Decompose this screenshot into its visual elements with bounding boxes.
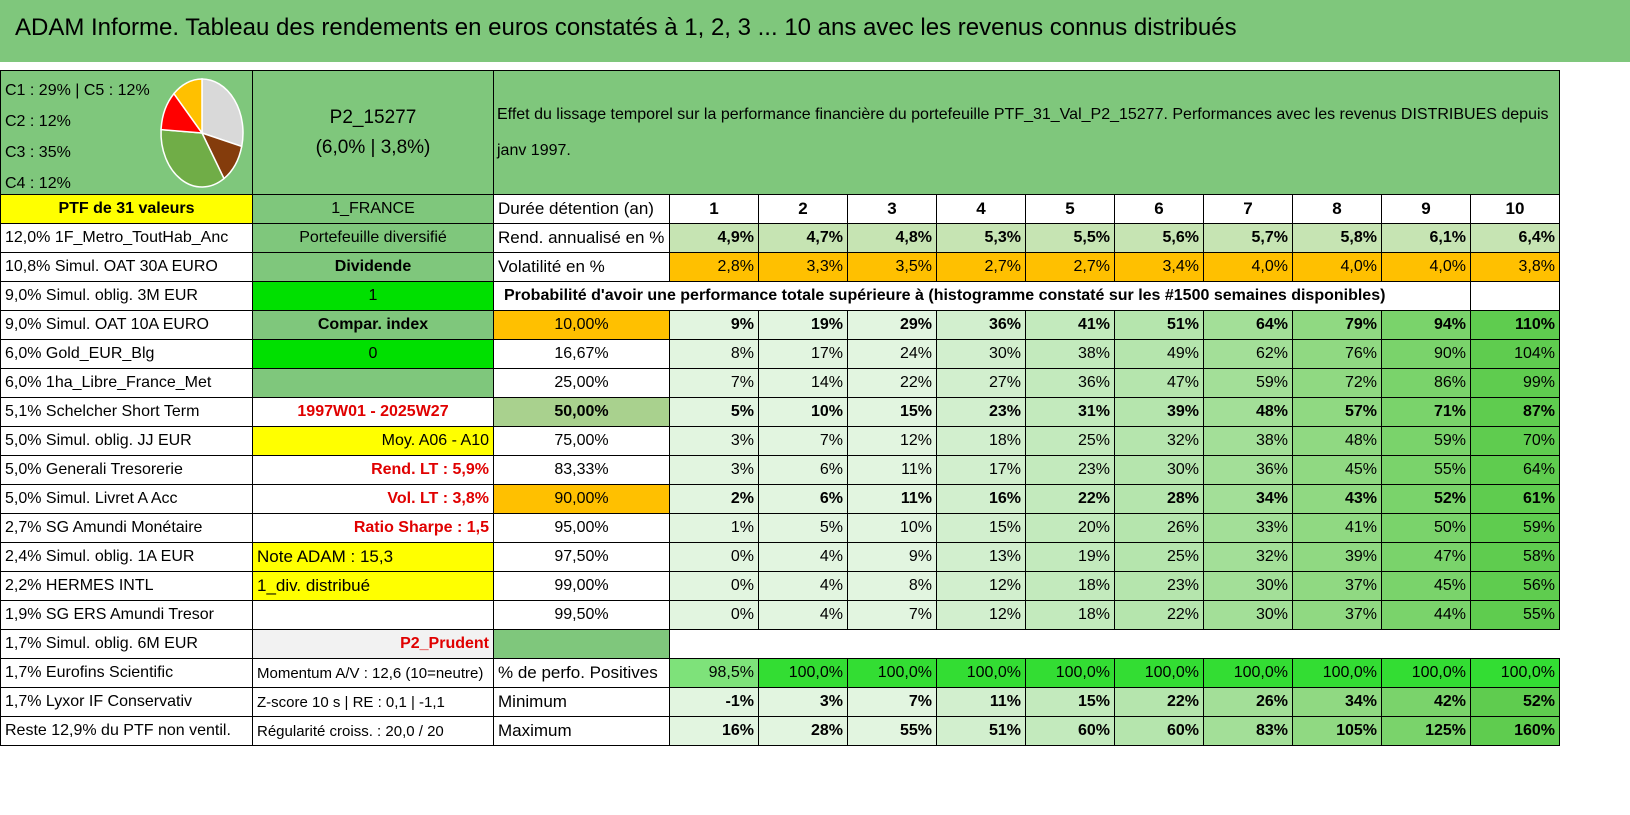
- maximum-value: 16%: [670, 717, 759, 746]
- positive-share-value: 100,0%: [1471, 659, 1560, 688]
- quantile-value: 13%: [937, 543, 1026, 572]
- duration-label: Durée détention (an): [494, 195, 670, 224]
- zscore-indicator: Z-score 10 s | RE : 0,1 | -1,1: [253, 688, 494, 717]
- annual-return-value: 4,9%: [670, 224, 759, 253]
- flag-one: 1: [253, 282, 494, 311]
- minimum-value: 52%: [1471, 688, 1560, 717]
- volatility-value: 3,4%: [1115, 253, 1204, 282]
- quantile-value: 3%: [670, 456, 759, 485]
- volatility-value: 3,8%: [1471, 253, 1560, 282]
- quantile-value: 25%: [1026, 427, 1115, 456]
- quantile-value: 59%: [1382, 427, 1471, 456]
- year-header: 2: [759, 195, 848, 224]
- annual-return-value: 6,4%: [1471, 224, 1560, 253]
- quantile-value: 39%: [1115, 398, 1204, 427]
- quantile-value: 8%: [670, 340, 759, 369]
- quantile-value: 33%: [1204, 514, 1293, 543]
- quantile-value: 55%: [1382, 456, 1471, 485]
- volatility-value: 2,8%: [670, 253, 759, 282]
- maximum-label: Maximum: [494, 717, 670, 746]
- empty-cell: [670, 630, 1560, 659]
- average-label: Moy. A06 - A10: [253, 427, 494, 456]
- quantile-label: 50,00%: [494, 398, 670, 427]
- quantile-value: 34%: [1204, 485, 1293, 514]
- sharpe-ratio: Ratio Sharpe : 1,5: [253, 514, 494, 543]
- annual-return-value: 5,3%: [937, 224, 1026, 253]
- minimum-value: 34%: [1293, 688, 1382, 717]
- quantile-value: 12%: [937, 601, 1026, 630]
- long-term-volatility: Vol. LT : 3,8%: [253, 485, 494, 514]
- distribution-label: 1_div. distribué: [253, 572, 494, 601]
- quantile-value: 25%: [1115, 543, 1204, 572]
- minimum-row: [1, 688, 1560, 717]
- quantile-value: 90%: [1382, 340, 1471, 369]
- quantile-value: 99%: [1471, 369, 1560, 398]
- minimum-value: 7%: [848, 688, 937, 717]
- positive-share-value: 100,0%: [937, 659, 1026, 688]
- volatility-value: 4,0%: [1293, 253, 1382, 282]
- quantile-value: 59%: [1471, 514, 1560, 543]
- minimum-value: 3%: [759, 688, 848, 717]
- quantile-value: 70%: [1471, 427, 1560, 456]
- holding-item: 1,9% SG ERS Amundi Tresor: [1, 601, 253, 630]
- quantile-value: 57%: [1293, 398, 1382, 427]
- profile-row: [1, 630, 1560, 659]
- quantile-value: 47%: [1115, 369, 1204, 398]
- maximum-row: [1, 717, 1560, 746]
- quantile-value: 14%: [759, 369, 848, 398]
- maximum-value: 83%: [1204, 717, 1293, 746]
- dividend-label: Dividende: [253, 253, 494, 282]
- quantile-value: 44%: [1382, 601, 1471, 630]
- country-label: 1_FRANCE: [253, 195, 494, 224]
- quantile-value: 48%: [1293, 427, 1382, 456]
- quantile-value: 22%: [1115, 601, 1204, 630]
- quantile-label: 75,00%: [494, 427, 670, 456]
- volatility-value: 4,0%: [1382, 253, 1471, 282]
- flag-zero: 0: [253, 340, 494, 369]
- quantile-label: 83,33%: [494, 456, 670, 485]
- quantile-value: 19%: [1026, 543, 1115, 572]
- quantile-value: 32%: [1204, 543, 1293, 572]
- holding-item: 12,0% 1F_Metro_ToutHab_Anc: [1, 224, 253, 253]
- quantile-value: 76%: [1293, 340, 1382, 369]
- allocation-cell: [1, 71, 253, 195]
- empty-green-cell: [494, 630, 670, 659]
- year-header: 10: [1471, 195, 1560, 224]
- positive-share-value: 100,0%: [1293, 659, 1382, 688]
- quantile-value: 12%: [937, 572, 1026, 601]
- maximum-value: 125%: [1382, 717, 1471, 746]
- quantile-value: 17%: [759, 340, 848, 369]
- volatility-value: 2,7%: [937, 253, 1026, 282]
- description-cell: Effet du lissage temporel sur la performance financière du portefeuille PTF_31_Val_P2_15277. Performances avec les revenus DISTRIBUES depuis janv 1997.: [494, 71, 1560, 195]
- quantile-value: 31%: [1026, 398, 1115, 427]
- year-header: 3: [848, 195, 937, 224]
- quantile-label: 97,50%: [494, 543, 670, 572]
- quantile-value: 7%: [848, 601, 937, 630]
- quantile-value: 5%: [670, 398, 759, 427]
- year-header: 7: [1204, 195, 1293, 224]
- adam-score: Note ADAM : 15,3: [253, 543, 494, 572]
- quantile-value: 30%: [1204, 572, 1293, 601]
- maximum-value: 51%: [937, 717, 1026, 746]
- holding-item: Reste 12,9% du PTF non ventil.: [1, 717, 253, 746]
- quantile-value: 30%: [1115, 456, 1204, 485]
- positive-share-value: 100,0%: [848, 659, 937, 688]
- title-banner: [0, 0, 1630, 64]
- quantile-value: 23%: [1115, 572, 1204, 601]
- quantile-value: 38%: [1026, 340, 1115, 369]
- quantile-value: 64%: [1471, 456, 1560, 485]
- positive-share-value: 100,0%: [1204, 659, 1293, 688]
- quantile-value: 0%: [670, 601, 759, 630]
- quantile-value: 110%: [1471, 311, 1560, 340]
- quantile-label: 99,00%: [494, 572, 670, 601]
- quantile-value: 58%: [1471, 543, 1560, 572]
- quantile-value: 71%: [1382, 398, 1471, 427]
- quantile-value: 94%: [1382, 311, 1471, 340]
- quantile-value: 36%: [1026, 369, 1115, 398]
- holding-item: 1,7% Eurofins Scientific: [1, 659, 253, 688]
- return-label: Rend. annualisé en %: [494, 224, 670, 253]
- quantile-value: 7%: [759, 427, 848, 456]
- volatility-value: 4,0%: [1204, 253, 1293, 282]
- quantile-value: 4%: [759, 572, 848, 601]
- risk-profile: P2_Prudent: [253, 630, 494, 659]
- quantile-value: 15%: [848, 398, 937, 427]
- minimum-value: 11%: [937, 688, 1026, 717]
- quantile-row: [1, 369, 1560, 398]
- quantile-row: [1, 485, 1560, 514]
- quantile-value: 9%: [670, 311, 759, 340]
- quantile-value: 23%: [937, 398, 1026, 427]
- quantile-value: 41%: [1026, 311, 1115, 340]
- volatility-value: 3,3%: [759, 253, 848, 282]
- quantile-value: 36%: [1204, 456, 1293, 485]
- quantile-value: 87%: [1471, 398, 1560, 427]
- positive-share-value: 100,0%: [759, 659, 848, 688]
- quantile-value: 4%: [759, 601, 848, 630]
- return-row: [1, 224, 1560, 253]
- period-label: 1997W01 - 2025W27: [253, 398, 494, 427]
- quantile-value: 8%: [848, 572, 937, 601]
- holding-item: 6,0% Gold_EUR_Blg: [1, 340, 253, 369]
- quantile-value: 36%: [937, 311, 1026, 340]
- quantile-row: [1, 398, 1560, 427]
- quantile-value: 22%: [848, 369, 937, 398]
- quantile-value: 86%: [1382, 369, 1471, 398]
- quantile-value: 10%: [848, 514, 937, 543]
- volatility-row: [1, 253, 1560, 282]
- quantile-value: 41%: [1293, 514, 1382, 543]
- quantile-value: 19%: [759, 311, 848, 340]
- holding-item: 6,0% 1ha_Libre_France_Met: [1, 369, 253, 398]
- year-header: 6: [1115, 195, 1204, 224]
- maximum-value: 160%: [1471, 717, 1560, 746]
- regularity-indicator: Régularité croiss. : 20,0 / 20: [253, 717, 494, 746]
- portfolio-perf: (6,0% | 3,8%): [315, 136, 431, 158]
- quantile-value: 6%: [759, 456, 848, 485]
- quantile-value: 45%: [1293, 456, 1382, 485]
- minimum-value: 42%: [1382, 688, 1471, 717]
- holding-item: 2,7% SG Amundi Monétaire: [1, 514, 253, 543]
- allocation-pie-chart: [159, 77, 245, 189]
- probability-label: Probabilité d'avoir une performance totale supérieure à (histogramme constaté sur les #1500 semaines disponibles): [494, 282, 1471, 311]
- quantile-value: 43%: [1293, 485, 1382, 514]
- quantile-value: 18%: [1026, 572, 1115, 601]
- minimum-value: -1%: [670, 688, 759, 717]
- pie-legend-c3: C3 : 35%: [5, 144, 71, 161]
- holding-item: 1,7% Simul. oblig. 6M EUR: [1, 630, 253, 659]
- quantile-label: 90,00%: [494, 485, 670, 514]
- quantile-value: 22%: [1026, 485, 1115, 514]
- momentum-indicator: Momentum A/V : 12,6 (10=neutre): [253, 659, 494, 688]
- quantile-row: [1, 601, 1560, 630]
- page-title: ADAM Informe. Tableau des rendements en euros constatés à 1, 2, 3 ... 10 ans avec les revenus connus distribués: [15, 14, 1237, 41]
- portfolio-code: P2_15277: [329, 106, 417, 128]
- quantile-value: 45%: [1382, 572, 1471, 601]
- quantile-value: 12%: [848, 427, 937, 456]
- quantile-label: 95,00%: [494, 514, 670, 543]
- pie-legend-c2: C2 : 12%: [5, 113, 71, 130]
- holding-item: 9,0% Simul. oblig. 3M EUR: [1, 282, 253, 311]
- volatility-label: Volatilité en %: [494, 253, 670, 282]
- quantile-value: 5%: [759, 514, 848, 543]
- probability-row: [1, 282, 1560, 311]
- quantile-value: 37%: [1293, 601, 1382, 630]
- holding-item: 10,8% Simul. OAT 30A EURO: [1, 253, 253, 282]
- quantile-label: 16,67%: [494, 340, 670, 369]
- portfolio-type: Portefeuille diversifié: [253, 224, 494, 253]
- quantile-value: 37%: [1293, 572, 1382, 601]
- quantile-value: 16%: [937, 485, 1026, 514]
- volatility-value: 2,7%: [1026, 253, 1115, 282]
- quantile-value: 56%: [1471, 572, 1560, 601]
- quantile-value: 49%: [1115, 340, 1204, 369]
- quantile-value: 62%: [1204, 340, 1293, 369]
- quantile-value: 26%: [1115, 514, 1204, 543]
- holding-item: 5,1% Schelcher Short Term: [1, 398, 253, 427]
- quantile-label: 10,00%: [494, 311, 670, 340]
- positive-share-value: 98,5%: [670, 659, 759, 688]
- quantile-value: 18%: [1026, 601, 1115, 630]
- quantile-value: 7%: [670, 369, 759, 398]
- year-header: 9: [1382, 195, 1471, 224]
- quantile-value: 72%: [1293, 369, 1382, 398]
- quantile-value: 30%: [937, 340, 1026, 369]
- quantile-value: 24%: [848, 340, 937, 369]
- quantile-value: 39%: [1293, 543, 1382, 572]
- quantile-value: 18%: [937, 427, 1026, 456]
- empty-cell: [253, 601, 494, 630]
- quantile-label: 99,50%: [494, 601, 670, 630]
- quantile-value: 0%: [670, 572, 759, 601]
- maximum-value: 60%: [1115, 717, 1204, 746]
- quantile-row: [1, 572, 1560, 601]
- quantile-value: 52%: [1382, 485, 1471, 514]
- quantile-value: 55%: [1471, 601, 1560, 630]
- quantile-value: 0%: [670, 543, 759, 572]
- quantile-value: 50%: [1382, 514, 1471, 543]
- title-divider: [0, 62, 1630, 67]
- quantile-row: [1, 514, 1560, 543]
- quantile-value: 61%: [1471, 485, 1560, 514]
- returns-table: [0, 70, 1560, 746]
- year-header: 4: [937, 195, 1026, 224]
- minimum-label: Minimum: [494, 688, 670, 717]
- quantile-value: 3%: [670, 427, 759, 456]
- quantile-row: [1, 456, 1560, 485]
- holding-item: 2,4% Simul. oblig. 1A EUR: [1, 543, 253, 572]
- maximum-value: 28%: [759, 717, 848, 746]
- long-term-return: Rend. LT : 5,9%: [253, 456, 494, 485]
- positive-share-value: 100,0%: [1115, 659, 1204, 688]
- quantile-value: 4%: [759, 543, 848, 572]
- pie-legend: [5, 75, 150, 195]
- quantile-value: 11%: [848, 485, 937, 514]
- annual-return-value: 5,6%: [1115, 224, 1204, 253]
- quantile-value: 32%: [1115, 427, 1204, 456]
- maximum-value: 60%: [1026, 717, 1115, 746]
- quantile-value: 20%: [1026, 514, 1115, 543]
- annual-return-value: 5,8%: [1293, 224, 1382, 253]
- year-header: 5: [1026, 195, 1115, 224]
- quantile-row: [1, 340, 1560, 369]
- quantile-value: 11%: [848, 456, 937, 485]
- minimum-value: 22%: [1115, 688, 1204, 717]
- quantile-value: 2%: [670, 485, 759, 514]
- quantile-label: 25,00%: [494, 369, 670, 398]
- positives-row: [1, 659, 1560, 688]
- holding-item: 1,7% Lyxor IF Conservativ: [1, 688, 253, 717]
- year-header: 1: [670, 195, 759, 224]
- pie-legend-c1-c5: C1 : 29% | C5 : 12%: [5, 82, 150, 99]
- annual-return-value: 4,8%: [848, 224, 937, 253]
- quantile-value: 28%: [1115, 485, 1204, 514]
- positive-share-value: 100,0%: [1382, 659, 1471, 688]
- maximum-value: 55%: [848, 717, 937, 746]
- annual-return-value: 5,5%: [1026, 224, 1115, 253]
- quantile-value: 59%: [1204, 369, 1293, 398]
- positive-share-value: 100,0%: [1026, 659, 1115, 688]
- years-row: [1, 195, 1560, 224]
- holding-item: 5,0% Generali Tresorerie: [1, 456, 253, 485]
- annual-return-value: 5,7%: [1204, 224, 1293, 253]
- quantile-value: 47%: [1382, 543, 1471, 572]
- ptf-size-label: PTF de 31 valeurs: [1, 195, 253, 224]
- minimum-value: 26%: [1204, 688, 1293, 717]
- quantile-value: 9%: [848, 543, 937, 572]
- quantile-value: 15%: [937, 514, 1026, 543]
- holding-item: 5,0% Simul. Livret A Acc: [1, 485, 253, 514]
- quantile-value: 30%: [1204, 601, 1293, 630]
- holding-item: 9,0% Simul. OAT 10A EURO: [1, 311, 253, 340]
- year-header: 8: [1293, 195, 1382, 224]
- quantile-value: 23%: [1026, 456, 1115, 485]
- quantile-value: 64%: [1204, 311, 1293, 340]
- quantile-row: [1, 311, 1560, 340]
- holding-item: 2,2% HERMES INTL: [1, 572, 253, 601]
- annual-return-value: 4,7%: [759, 224, 848, 253]
- quantile-value: 27%: [937, 369, 1026, 398]
- quantile-value: 17%: [937, 456, 1026, 485]
- empty-cell: [1471, 282, 1560, 311]
- compar-index-label: Compar. index: [253, 311, 494, 340]
- quantile-value: 1%: [670, 514, 759, 543]
- quantile-value: 10%: [759, 398, 848, 427]
- quantile-value: 104%: [1471, 340, 1560, 369]
- quantile-value: 51%: [1115, 311, 1204, 340]
- quantile-value: 6%: [759, 485, 848, 514]
- positive-share-label: % de perfo. Positives: [494, 659, 670, 688]
- quantile-row: [1, 427, 1560, 456]
- quantile-row: [1, 543, 1560, 572]
- maximum-value: 105%: [1293, 717, 1382, 746]
- minimum-value: 15%: [1026, 688, 1115, 717]
- annual-return-value: 6,1%: [1382, 224, 1471, 253]
- pie-legend-c4: C4 : 12%: [5, 175, 71, 192]
- holding-item: 5,0% Simul. oblig. JJ EUR: [1, 427, 253, 456]
- portfolio-id-cell: [253, 71, 494, 195]
- quantile-value: 29%: [848, 311, 937, 340]
- quantile-value: 79%: [1293, 311, 1382, 340]
- empty-green-cell: [253, 369, 494, 398]
- volatility-value: 3,5%: [848, 253, 937, 282]
- quantile-value: 48%: [1204, 398, 1293, 427]
- quantile-value: 38%: [1204, 427, 1293, 456]
